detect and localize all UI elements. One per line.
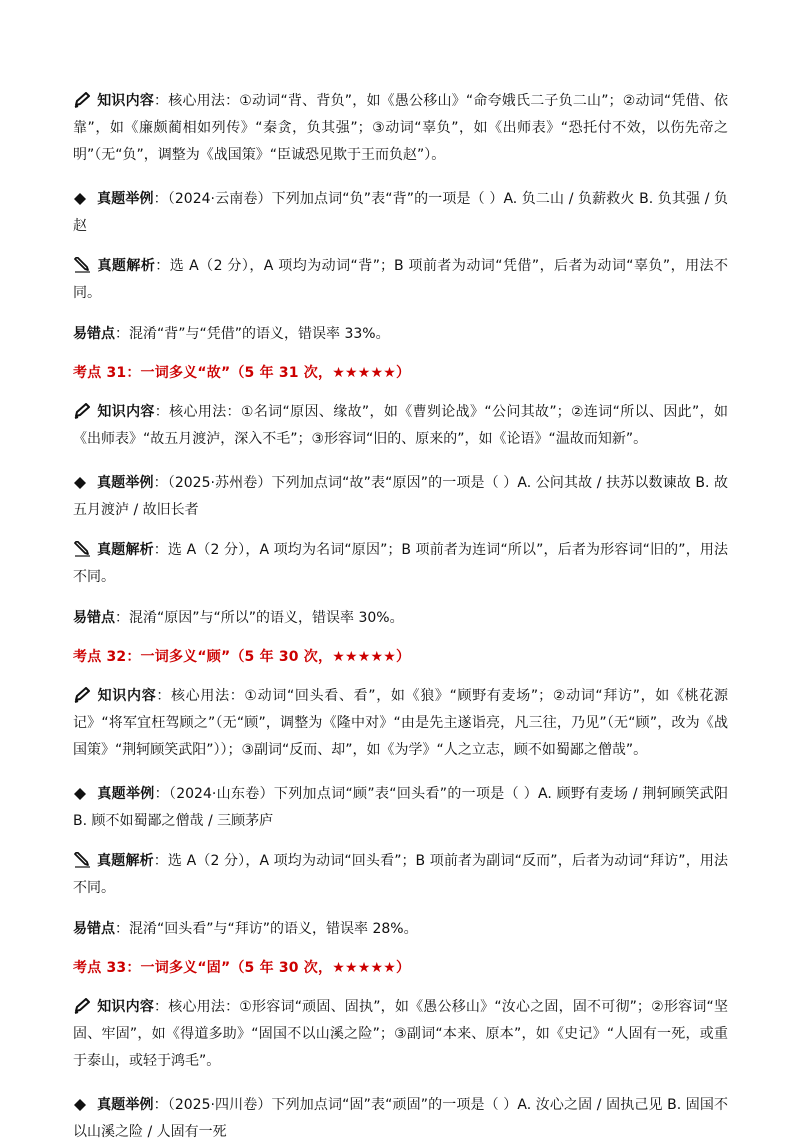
example-label: 真题举例 (97, 475, 154, 491)
analysis-text: ：选 A（2 分），A 项均为动词“回头看”；B 项前者为副词“反而”，后者为动词“拜访”，用法不同。 (73, 853, 729, 896)
knowledge-paragraph (73, 399, 728, 453)
diamond-icon (73, 476, 91, 490)
diamond-icon (73, 787, 91, 801)
analysis-paragraph (73, 537, 728, 591)
knowledge-text: ：核心用法：①形容词“顽固、固执”，如《愚公移山》“汝心之固，固不可彻”；②形容词“坚固、牢固”，如《得道多助》“固国不以山溪之险”；③副词“本来、原本”，如《史记》“人固有一死，或重于泰山，或轻于鸿毛”。 (73, 999, 728, 1069)
analysis-text: ：选 A（2 分），A 项均为动词“背”；B 项前者为动词“凭借”，后者为动词“辜负”，用法不同。 (73, 258, 729, 301)
section-heading: 考点 33：一词多义“固”（5 年 30 次，★★★★★） (73, 960, 411, 976)
error-paragraph (73, 916, 728, 943)
pencil-icon (73, 998, 91, 1014)
pencil-icon (73, 403, 91, 419)
example-paragraph (73, 781, 728, 835)
example-text: ：（2025·四川卷）下列加点词“固”表“顽固”的一项是（ ）A. 汝心之固 / 固执己见 B. 固国不以山溪之险 / 人固有一死 (73, 1097, 729, 1140)
analysis-paragraph (73, 253, 728, 307)
section-heading: 考点 32：一词多义“顾”（5 年 30 次，★★★★★） (73, 649, 411, 665)
pen-icon (73, 852, 91, 868)
pencil-icon (73, 92, 91, 108)
example-label: 真题举例 (97, 191, 154, 207)
knowledge-text: ：核心用法：①动词“背、背负”，如《愚公移山》“命夸娥氏二子负二山”；②动词“凭借、依靠”，如《廉颇蔺相如列传》“秦贪，负其强”；③动词“辜负”，如《出师表》“恐托付不效，以伤先帝之明”（无“负”，调整为《战国策》“臣诚恐见欺于王而负赵”）。 (73, 93, 728, 163)
knowledge-label: 知识内容 (97, 688, 157, 704)
analysis-label: 真题解析 (97, 258, 156, 274)
section-heading: 考点 31：一词多义“故”（5 年 31 次，★★★★★） (73, 365, 411, 381)
error-text: ：混淆“原因”与“所以”的语义，错误率 30%。 (115, 610, 404, 626)
error-label: 易错点 (73, 921, 115, 937)
error-text: ：混淆“回头看”与“拜访”的语义，错误率 28%。 (115, 921, 418, 937)
pen-icon (73, 541, 91, 557)
error-paragraph (73, 605, 728, 632)
pen-icon (73, 257, 91, 273)
knowledge-paragraph (73, 683, 728, 764)
error-text: ：混淆“背”与“凭借”的语义，错误率 33%。 (115, 326, 390, 342)
knowledge-text: ：核心用法：①名词“原因、缘故”，如《曹刿论战》“公问其故”；②连词“所以、因此”，如《出师表》“故五月渡泸，深入不毛”；③形容词“旧的、原来的”，如《论语》“温故而知新”。 (73, 404, 728, 447)
diamond-icon (73, 192, 91, 206)
pencil-icon (73, 687, 91, 703)
analysis-label: 真题解析 (97, 542, 154, 558)
analysis-label: 真题解析 (97, 853, 154, 869)
knowledge-text: ：核心用法：①动词“回头看、看”，如《狼》“顾野有麦场”；②动词“拜访”，如《桃花源记》“将军宜枉驾顾之”（无“顾”，调整为《隆中对》“由是先主遂诣亮，凡三往，乃见”（无“顾”，改为《战国策》“荆轲顾笑武阳”））；③副词“反而、却”，如《为学》“人之立志，顾不如蜀鄙之僧哉”。 (73, 688, 728, 758)
analysis-text: ：选 A（2 分），A 项均为名词“原因”；B 项前者为连词“所以”，后者为形容词“旧的”，用法不同。 (73, 542, 729, 585)
example-text: ：（2025·苏州卷）下列加点词“故”表“原因”的一项是（ ）A. 公问其故 / 扶苏以数谏故 B. 故五月渡泸 / 故旧长者 (73, 475, 729, 518)
example-text: ：（2024·云南卷）下列加点词“负”表“背”的一项是（ ）A. 负二山 / 负薪救火 B. 负其强 / 负赵 (73, 191, 729, 234)
example-text: ：（2024·山东卷）下列加点词“顾”表“回头看”的一项是（ ）A. 顾野有麦场 / 荆轲顾笑武阳 B. 顾不如蜀鄙之僧哉 / 三顾茅庐 (73, 786, 729, 829)
analysis-paragraph (73, 848, 728, 902)
example-label: 真题举例 (97, 786, 155, 802)
knowledge-paragraph (73, 88, 728, 169)
example-paragraph (73, 470, 728, 524)
knowledge-label: 知识内容 (97, 404, 155, 420)
knowledge-label: 知识内容 (97, 999, 155, 1015)
diamond-icon (73, 1098, 91, 1112)
error-paragraph (73, 321, 728, 348)
knowledge-paragraph (73, 994, 728, 1075)
example-label: 真题举例 (97, 1097, 154, 1113)
error-label: 易错点 (73, 610, 115, 626)
example-paragraph (73, 1092, 728, 1146)
knowledge-label: 知识内容 (97, 93, 155, 109)
error-label: 易错点 (73, 326, 115, 342)
example-paragraph (73, 186, 728, 240)
